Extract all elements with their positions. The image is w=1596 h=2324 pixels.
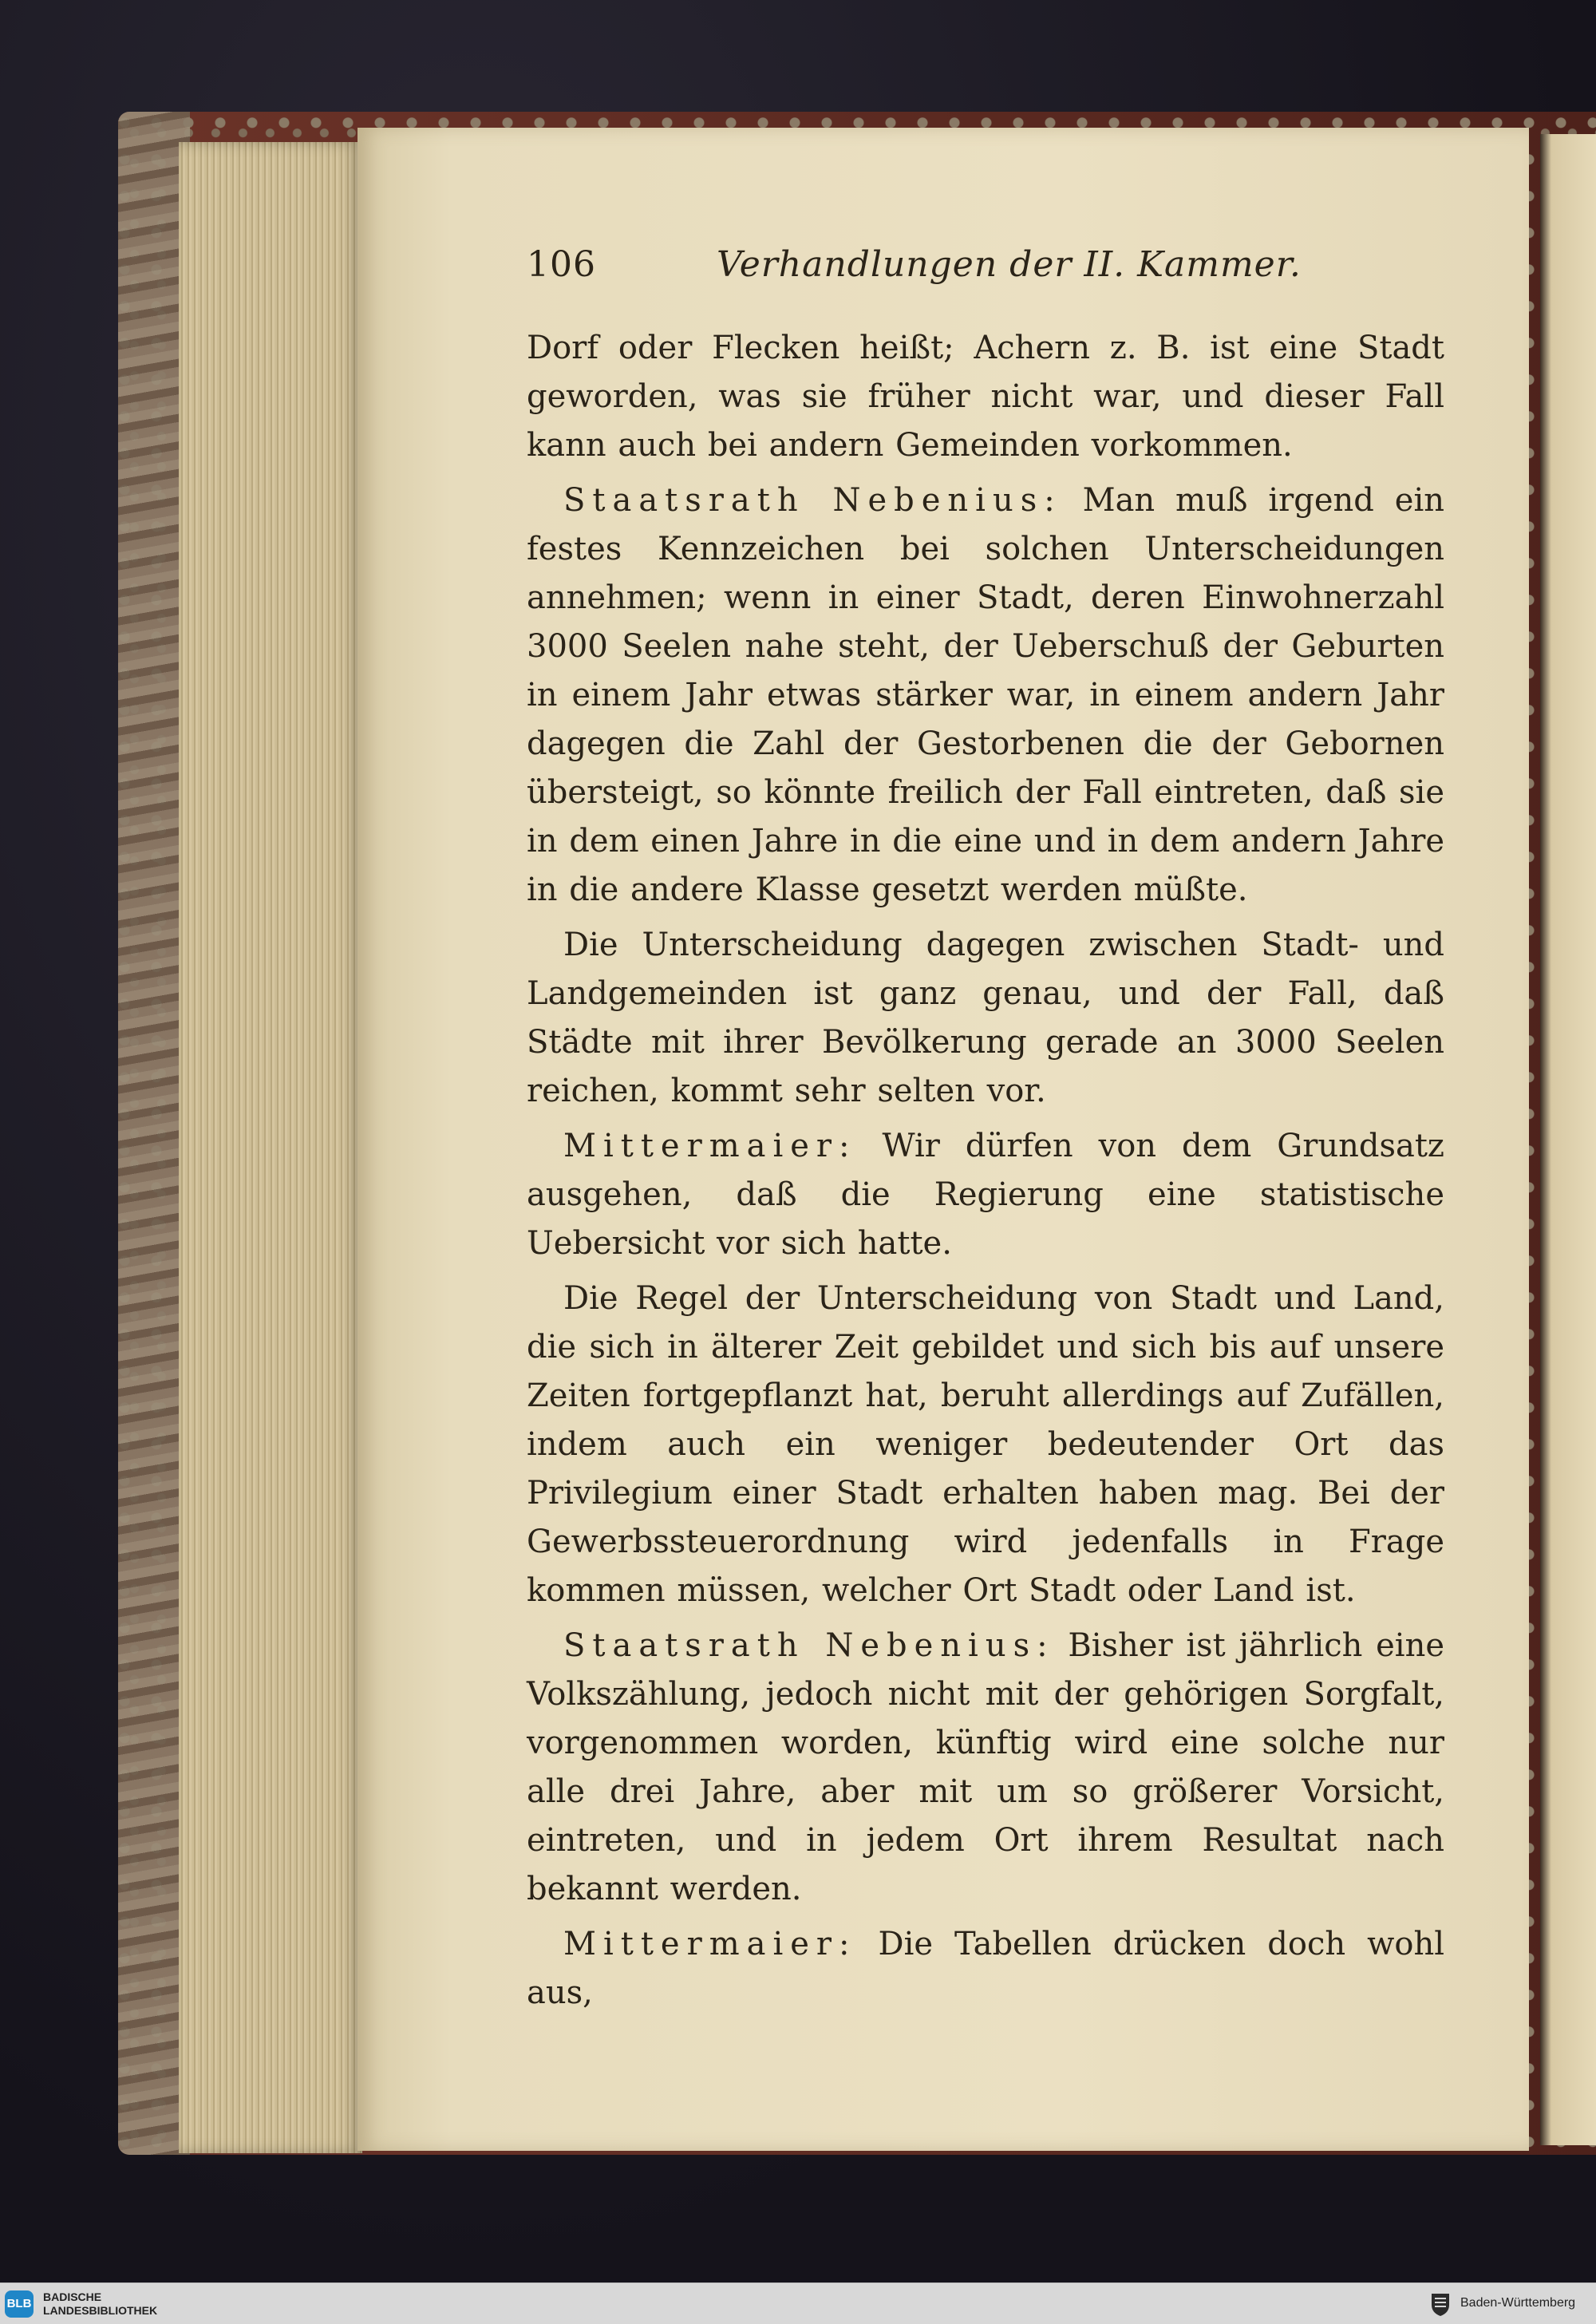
library-name-line2: LANDESBIBLIOTHEK [43,2304,158,2317]
paragraph-6 [527,1622,1444,1914]
paragraph-4 [527,1122,1444,1268]
speaker-name: Staatsrath Nebenius: [563,482,1062,519]
paragraph-text: Die Unterscheidung dagegen zwischen Stadt- und Landgemeinden ist ganz genau, und der Fall, daß Städte mit ihrer Bevölkerung gerade an 3000 Seelen reichen, kommt sehr selten vor. [527,927,1444,1109]
paragraph-text: Bisher ist jährlich eine Volkszählung, jedoch nicht mit der gehörigen Sorgfalt, vorgenommen worden, künftig wird eine solche nur alle drei Jahre, aber mit um so größerer Vorsicht, eintreten, und in jedem Ort ihrem Resultat nach bekannt werden. [527,1627,1444,1907]
speaker-name: Staatsrath Nebenius: [563,1627,1055,1664]
page-leaves [179,142,362,2153]
paragraph-text: Wir dürfen von dem Grundsatz ausgehen, daß die Regierung eine statistische Uebersicht vor sich hatte. [527,1128,1444,1262]
viewer-footer [0,2282,1596,2324]
speaker-name: Mittermaier: [563,1926,857,1962]
paragraph-text: Die Regel der Unterscheidung von Stadt und Land, die sich in älterer Zeit gebildet und sich bis auf unsere Zeiten fortgepflanzt hat, beruht allerdings auf Zufällen, indem auch ein weniger bedeutender Ort das Privilegium einer Stadt erhalten haben mag. Bei der Gewerbssteuerordnung wird jedenfalls in Frage kommen müssen, welcher Ort Stadt oder Land ist. [527,1280,1444,1609]
library-name [43,2290,157,2318]
paragraph-text: Die Tabellen drücken doch wohl aus, [527,1926,1444,2011]
paragraph-7 [527,1920,1444,2018]
page-text [527,324,1444,2018]
paragraph-2 [527,476,1444,915]
running-head: Verhandlungen der II. Kammer. [717,244,1302,285]
paragraph-3 [527,921,1444,1116]
blb-logo-icon[interactable]: BLB [5,2290,34,2318]
speaker-name: Mittermaier: [563,1128,857,1164]
state-name[interactable]: Baden-Württemberg [1460,2296,1576,2310]
paragraph-1 [527,324,1444,470]
paragraph-5 [527,1275,1444,1615]
page-header [527,244,1444,292]
paragraph-text: Man muß irgend ein festes Kennzeichen bei solchen Unterscheidungen annehmen; wenn in einer Stadt, deren Einwohnerzahl 3000 Seelen nahe steht, der Ueberschuß der Geburten in einem Jahr etwas stärker war, in einem andern Jahr dagegen die Zahl der Gestorbenen die der Gebornen übersteigt, so könnte freilich der Fall eintreten, daß sie in dem einen Jahre in die eine und in dem andern Jahre in die andere Klasse gesetzt werden müßte. [527,482,1445,908]
library-name-line1: BADISCHE [43,2290,102,2303]
state-emblem-icon [1428,2290,1452,2318]
page-number: 106 [527,244,596,285]
paragraph-text: Dorf oder Flecken heißt; Achern z. B. ist eine Stadt geworden, was sie früher nicht war, und dieser Fall kann auch bei andern Gemeinden vorkommen. [527,330,1444,464]
next-page-edge [1540,134,1596,2145]
